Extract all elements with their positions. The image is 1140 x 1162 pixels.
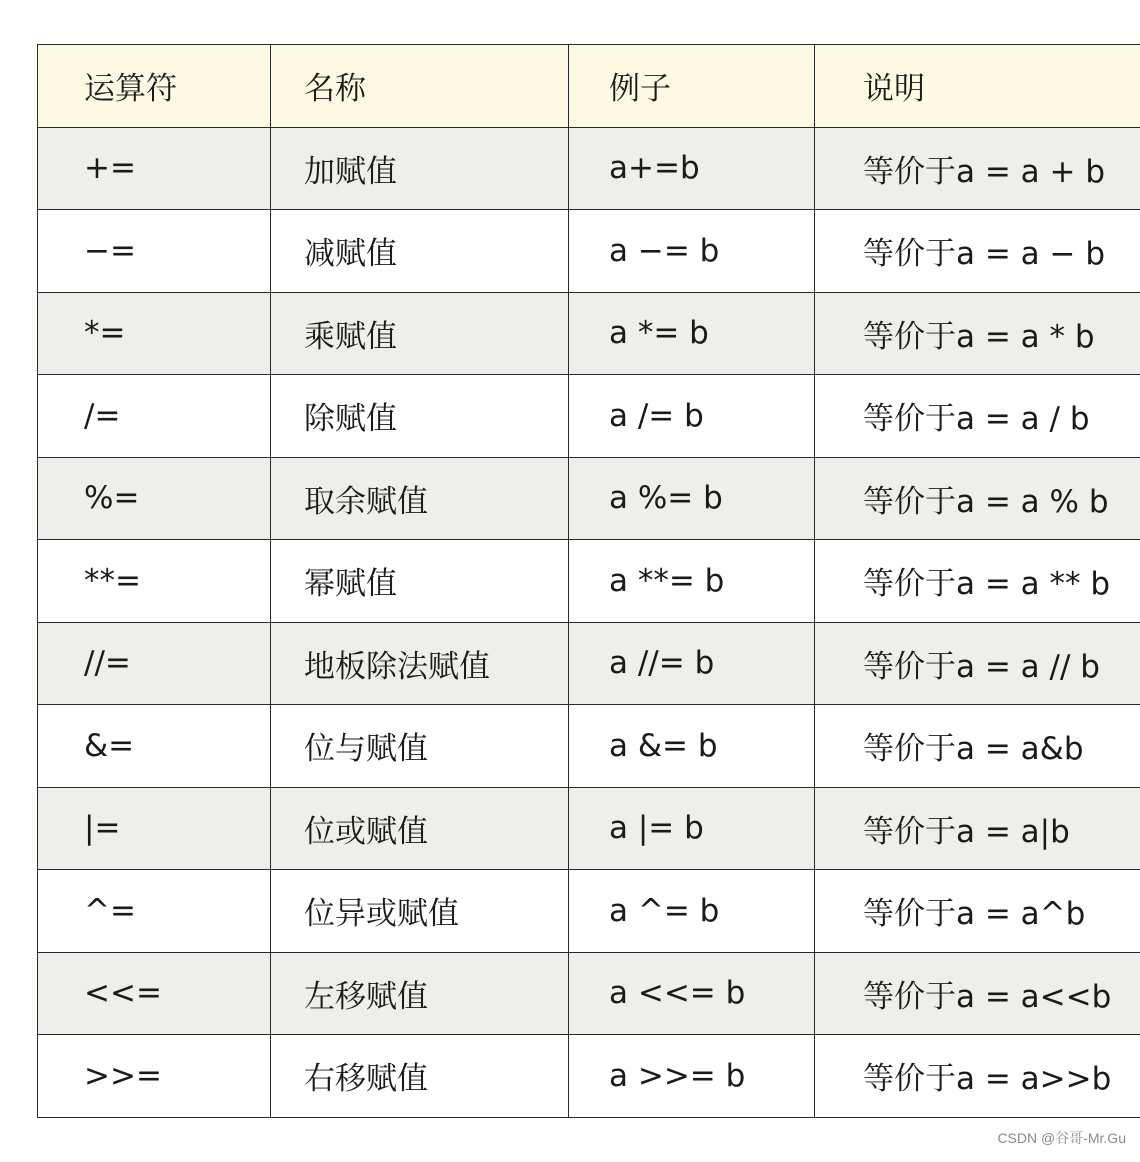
table-row bbox=[38, 870, 1140, 953]
example-cell: a −= b bbox=[569, 210, 815, 293]
operator-cell: += bbox=[38, 127, 271, 210]
table-row bbox=[38, 292, 1140, 375]
example-cell: a //= b bbox=[569, 622, 815, 705]
description-cell: 等价于a = a // b bbox=[815, 622, 1140, 705]
example-cell: a /= b bbox=[569, 375, 815, 458]
header-name: 名称 bbox=[271, 45, 569, 128]
name-cell: 幂赋值 bbox=[271, 540, 569, 623]
name-cell: 减赋值 bbox=[271, 210, 569, 293]
table-row bbox=[38, 705, 1140, 788]
header-operator: 运算符 bbox=[38, 45, 271, 128]
header-example: 例子 bbox=[569, 45, 815, 128]
description-cell: 等价于a = a * b bbox=[815, 292, 1140, 375]
table-row bbox=[38, 127, 1140, 210]
table-row bbox=[38, 210, 1140, 293]
example-cell: a &= b bbox=[569, 705, 815, 788]
description-cell: 等价于a = a / b bbox=[815, 375, 1140, 458]
name-cell: 取余赋值 bbox=[271, 457, 569, 540]
example-cell: a *= b bbox=[569, 292, 815, 375]
table-row bbox=[38, 952, 1140, 1035]
example-cell: a ^= b bbox=[569, 870, 815, 953]
header-description: 说明 bbox=[815, 45, 1140, 128]
operator-cell: &= bbox=[38, 705, 271, 788]
table-row bbox=[38, 622, 1140, 705]
name-cell: 位异或赋值 bbox=[271, 870, 569, 953]
description-cell: 等价于a = a&b bbox=[815, 705, 1140, 788]
description-cell: 等价于a = a % b bbox=[815, 457, 1140, 540]
description-cell: 等价于a = a − b bbox=[815, 210, 1140, 293]
example-cell: a >>= b bbox=[569, 1035, 815, 1118]
table-row bbox=[38, 787, 1140, 870]
operator-cell: //= bbox=[38, 622, 271, 705]
example-cell: a <<= b bbox=[569, 952, 815, 1035]
operator-cell: **= bbox=[38, 540, 271, 623]
operator-cell: −= bbox=[38, 210, 271, 293]
name-cell: 乘赋值 bbox=[271, 292, 569, 375]
operator-cell: ^= bbox=[38, 870, 271, 953]
table-row bbox=[38, 457, 1140, 540]
name-cell: 位或赋值 bbox=[271, 787, 569, 870]
operator-cell: *= bbox=[38, 292, 271, 375]
example-cell: a+=b bbox=[569, 127, 815, 210]
table-body bbox=[38, 127, 1140, 1117]
operator-cell: |= bbox=[38, 787, 271, 870]
description-cell: 等价于a = a|b bbox=[815, 787, 1140, 870]
description-cell: 等价于a = a>>b bbox=[815, 1035, 1140, 1118]
operator-cell: >>= bbox=[38, 1035, 271, 1118]
name-cell: 右移赋值 bbox=[271, 1035, 569, 1118]
operator-cell: %= bbox=[38, 457, 271, 540]
table-row bbox=[38, 1035, 1140, 1118]
description-cell: 等价于a = a^b bbox=[815, 870, 1140, 953]
example-cell: a |= b bbox=[569, 787, 815, 870]
operator-cell: <<= bbox=[38, 952, 271, 1035]
table-header bbox=[38, 45, 1140, 128]
table-row bbox=[38, 540, 1140, 623]
example-cell: a %= b bbox=[569, 457, 815, 540]
header-row bbox=[38, 45, 1140, 128]
description-cell: 等价于a = a + b bbox=[815, 127, 1140, 210]
name-cell: 地板除法赋值 bbox=[271, 622, 569, 705]
name-cell: 左移赋值 bbox=[271, 952, 569, 1035]
name-cell: 除赋值 bbox=[271, 375, 569, 458]
description-cell: 等价于a = a ** b bbox=[815, 540, 1140, 623]
description-cell: 等价于a = a<<b bbox=[815, 952, 1140, 1035]
operator-cell: /= bbox=[38, 375, 271, 458]
example-cell: a **= b bbox=[569, 540, 815, 623]
name-cell: 位与赋值 bbox=[271, 705, 569, 788]
name-cell: 加赋值 bbox=[271, 127, 569, 210]
table-row bbox=[38, 375, 1140, 458]
assignment-operators-table bbox=[37, 44, 1140, 1118]
watermark: CSDN @谷哥-Mr.Gu bbox=[997, 1130, 1126, 1146]
